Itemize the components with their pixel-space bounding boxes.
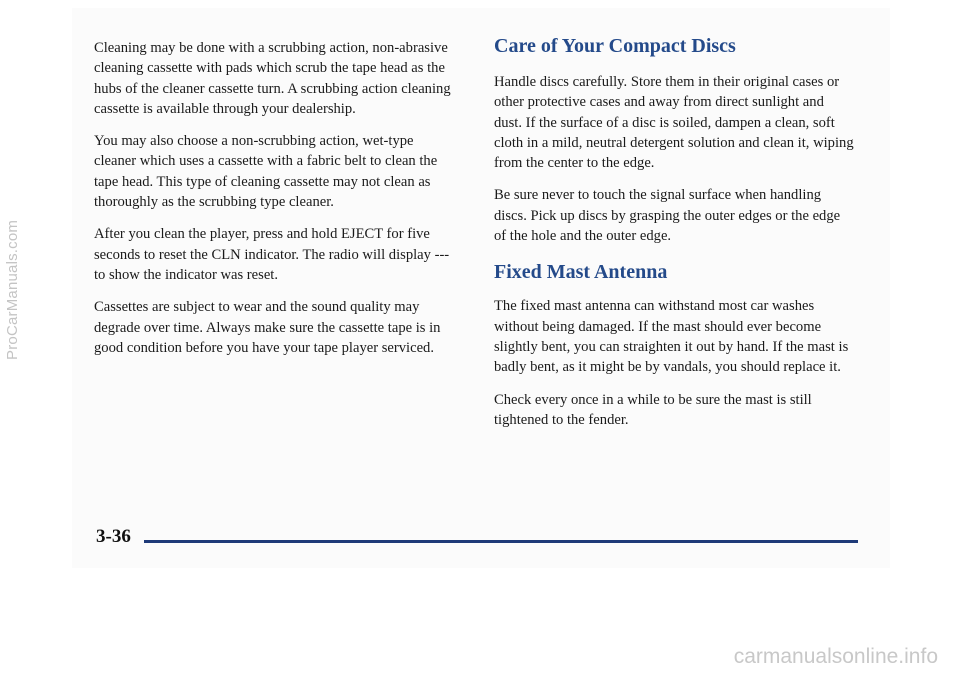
side-watermark: ProCarManuals.com (4, 219, 21, 360)
right-column (494, 34, 854, 442)
paragraph-signal-surface: Be sure never to touch the signal surface when handling discs. Pick up discs by grasping the outer edges or the edge of the hole and the outer edge. (494, 187, 841, 245)
heading-care-compact-discs: Care of Your Compact Discs (494, 35, 736, 57)
page-footer (96, 526, 860, 552)
paragraph-scrubbing-cleaning: Cleaning may be done with a scrubbing action, non-abrasive cleaning cassette with pads which scrub the tape head as the hubs of the cleaner cassette turn. A scrubbing action cleaning cassette is available through your dealership. (94, 40, 451, 117)
bottom-watermark: carmanualsonline.info (733, 645, 938, 668)
paragraph-mast-car-washes: The fixed mast antenna can withstand most car washes without being damaged. If the mast should ever become slightly bent, you can straighten it out by hand. If the mast is badly bent, as it might be by vandals, you should replace it. (494, 298, 849, 376)
left-column (94, 38, 454, 370)
heading-fixed-mast-antenna: Fixed Mast Antenna (494, 261, 668, 284)
paragraph-cassette-wear: Cassettes are subject to wear and the sound quality may degrade over time. Always make sure the cassette tape is in good condition before you have your tape player serviced. (94, 299, 441, 356)
paragraph-wet-type-cleaner: You may also choose a non-scrubbing action, wet-type cleaner which uses a cassette with a fabric belt to clean the tape head. This type of cleaning cassette may not clean as thoroughly as the scrubbing type cleaner. (94, 133, 438, 211)
footer-rule (144, 540, 858, 543)
paragraph-mast-tightened: Check every once in a while to be sure the mast is still tightened to the fender. (494, 391, 812, 428)
page-number: 3-36 (96, 526, 131, 547)
paragraph-reset-cln-indicator: After you clean the player, press and hold EJECT for five seconds to reset the CLN indicator. The radio will display --- to show the indicator was reset. (94, 226, 450, 283)
paragraph-handle-discs: Handle discs carefully. Store them in their original cases or other protective cases and away from direct sunlight and dust. If the surface of a disc is soiled, dampen a clean, soft cloth in a mild, neutral detergent solution and clean it, wiping from the center to the edge. (494, 74, 854, 172)
